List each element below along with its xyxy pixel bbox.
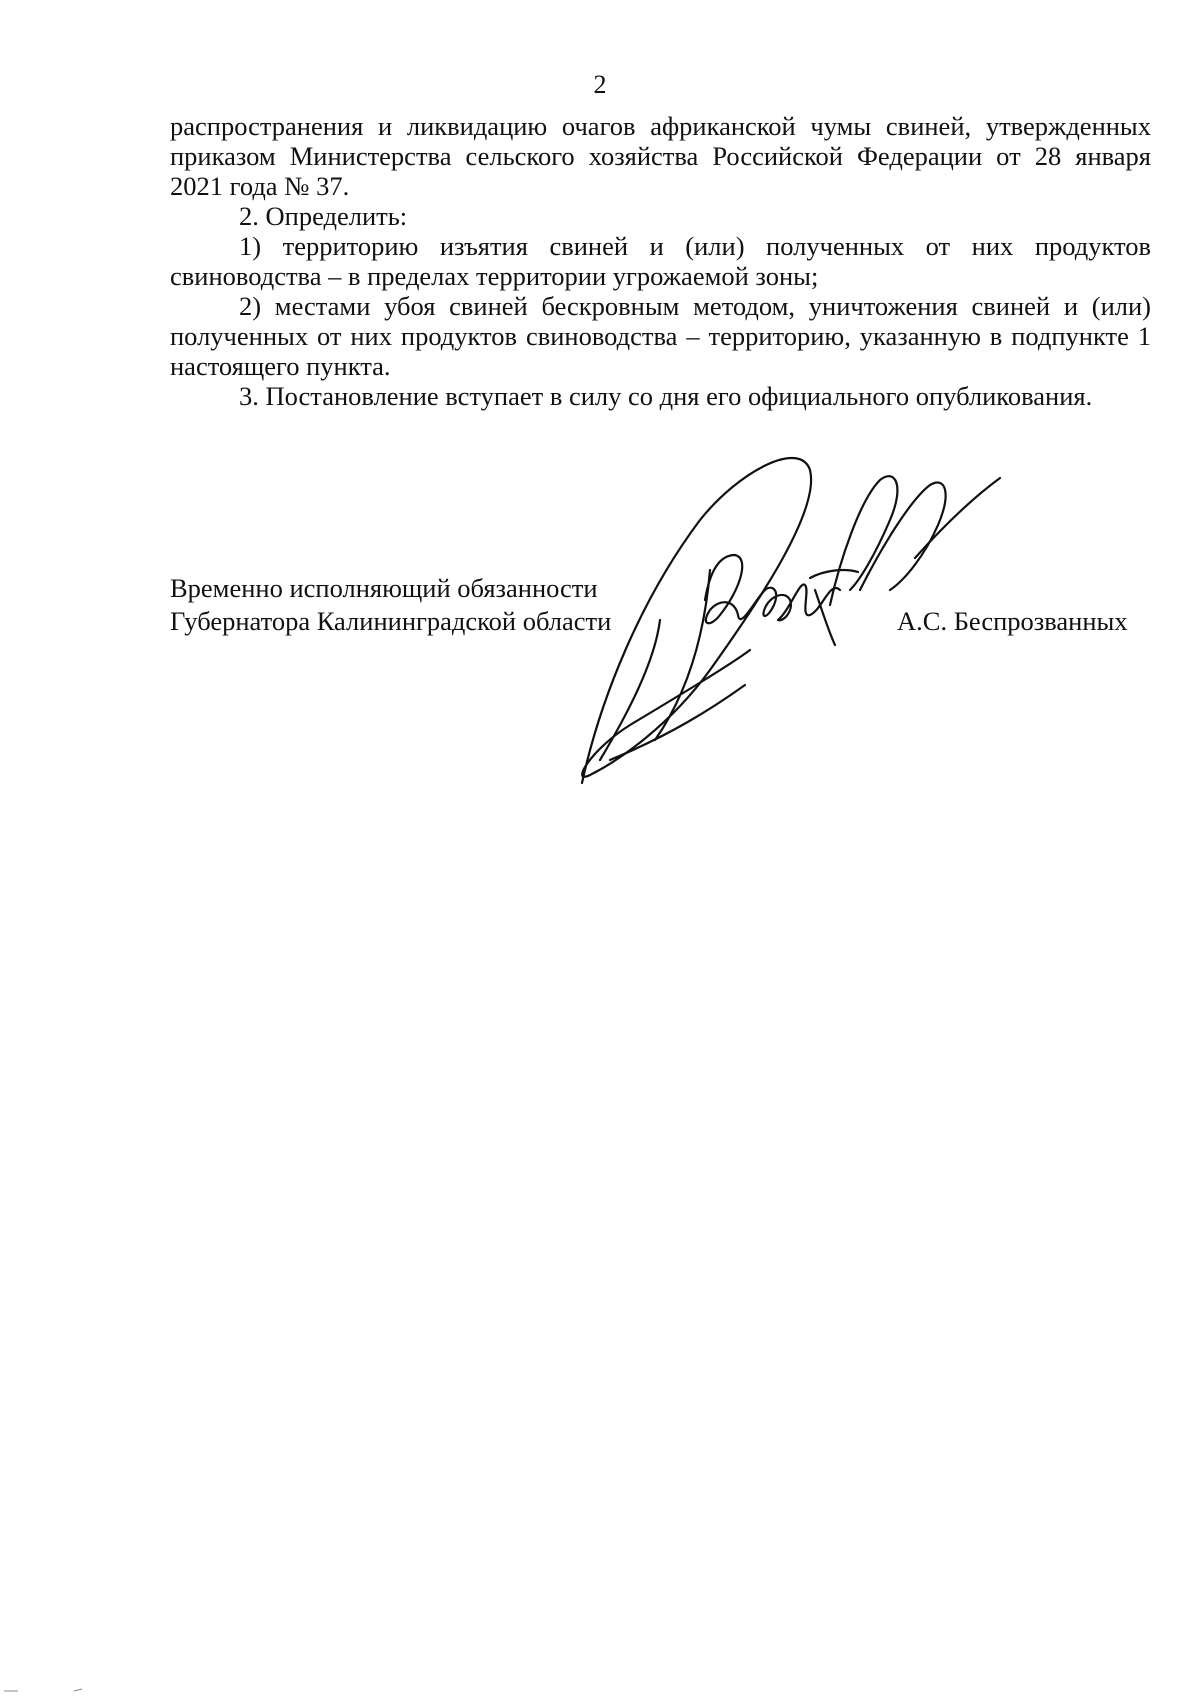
- paragraph-item-2: 2. Определить:: [239, 201, 408, 231]
- signatory-title: [170, 572, 611, 638]
- paragraph-item-3: 3. Постановление вступает в силу со дня его официального опубликования.: [239, 381, 1093, 411]
- paragraph-subitem-1: 1) территорию изъятия свиней и (или) полученных от них продуктов свиноводства – в пределах территории угрожаемой зоны;: [170, 231, 1151, 291]
- paragraph-continuation: распространения и ликвидацию очагов африканской чумы свиней, утвержденных приказом Министерства сельского хозяйства Российской Федерации от 28 января 2021 года № 37.: [170, 111, 1151, 201]
- signatory-title-line-2: Губернатора Калининградской области: [170, 606, 612, 636]
- page-number: 2: [593, 70, 607, 99]
- handwritten-signature: [560, 440, 1040, 800]
- scan-edge-mark: [4, 1688, 84, 1694]
- signatory-title-line-1: Временно исполняющий обязанности: [170, 573, 598, 603]
- signatory-name: А.С. Беспрозванных: [897, 606, 1128, 636]
- document-body: [170, 111, 1151, 411]
- paragraph-subitem-2: 2) местами убоя свиней бескровным методом, уничтожения свиней и (или) полученных от них продуктов свиноводства – территорию, указанную в подпункте 1 настоящего пункта.: [170, 291, 1151, 381]
